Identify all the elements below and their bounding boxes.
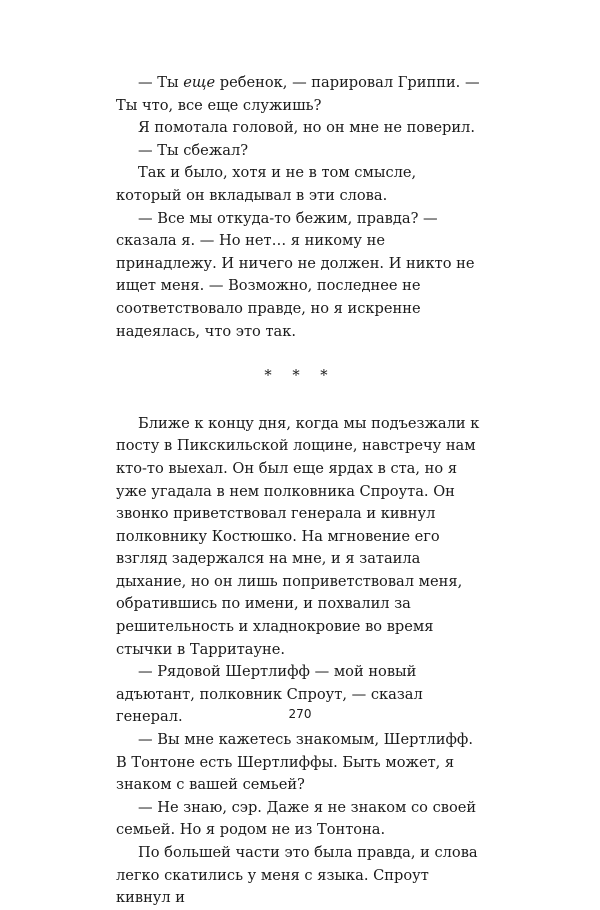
paragraph <box>116 72 484 117</box>
section-break: * * * <box>264 367 336 385</box>
paragraph: По большей части это была правда, и слова легко скатились у меня с языка. Спроут кивнул и <box>116 844 478 907</box>
emphasis-text: еще <box>183 74 216 91</box>
paragraph: Так и было, хотя и не в том смысле, который он вкладывал в эти слова. <box>116 164 417 204</box>
page-number: 270 <box>288 707 312 721</box>
text-run: ребенок, — парировал Гриппи. — Ты что, все еще служишь? <box>116 74 480 114</box>
book-page-text <box>116 72 484 910</box>
paragraph: — Не знаю, сэр. Даже я не знаком со своей семьей. Но я родом не из Тонтона. <box>116 798 477 839</box>
paragraph: Ближе к концу дня, когда мы подъезжали к посту в Пикскильской лощине, навстречу нам кто-то выехал. Он был еще ярдах в ста, но я уже угадала в нем полковника Спроута. Он звонко приветствовал генерала и кивнул полковнику Костюшко. На мгновение его взгляд задержался на мне, и я затаила дыхание, но он лишь поприветствовал меня, обратившись по имени, и похвалил за решительность и хладнокровие во время стычки в Тарритауне. <box>116 414 480 658</box>
paragraph: — Рядовой Шертлифф — мой новый адъютант, полковник Спроут, — сказал генерал. <box>116 663 423 726</box>
paragraph: — Ты сбежал? <box>138 141 249 159</box>
paragraph: — Все мы откуда-то бежим, правда? — сказала я. — Но нет… я никому не принадлежу. И ничего не должен. И никто не ищет меня. — Возможно, последнее не соответствовало правде, но я искренне надеялась, что это так. <box>116 209 475 340</box>
paragraph: — Вы мне кажетесь знакомым, Шертлифф. В Тонтоне есть Шертлиффы. Быть может, я знаком с вашей семьей? <box>116 731 473 794</box>
paragraph: Я помотала головой, но он мне не поверил. <box>138 119 475 137</box>
text-run: — Ты <box>138 74 184 91</box>
